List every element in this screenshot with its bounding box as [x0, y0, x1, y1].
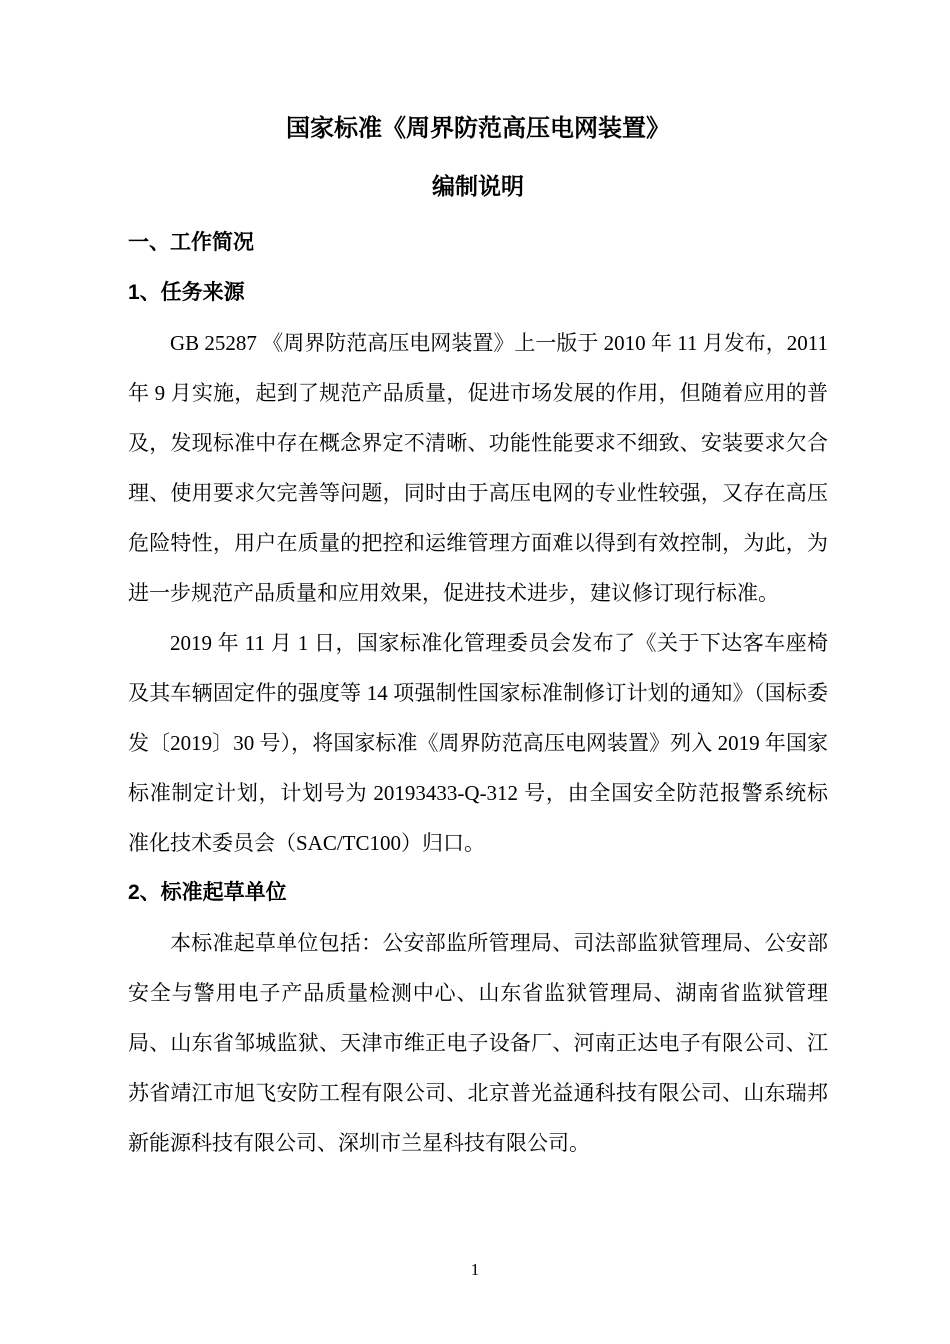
paragraph-task-source-2: 2019 年 11 月 1 日，国家标准化管理委员会发布了《关于下达客车座椅及其车辆固定件的强度等 14 项强制性国家标准制修订计划的通知》（国标委发〔2019〕30 号），将国家标准《周界防范高压电网装置》列入 2019 年国家标准制定计划，计划号为 20193433-Q-312 号，由全国安全防范报警系统标准化技术委员会（SAC/TC100）归口。 — [128, 631, 828, 855]
paragraph-drafting-units: 本标准起草单位包括：公安部监所管理局、司法部监狱管理局、公安部安全与警用电子产品质量检测中心、山东省监狱管理局、湖南省监狱管理局、山东省邹城监狱、天津市维正电子设备厂、河南正达电子有限公司、江苏省靖江市旭飞安防工程有限公司、北京普光益通科技有限公司、山东瑞邦新能源科技有限公司、深圳市兰星科技有限公司。 — [128, 931, 828, 1155]
paragraph-task-source-1: GB 25287 《周界防范高压电网装置》上一版于 2010 年 11 月发布，2011 年 9 月实施，起到了规范产品质量，促进市场发展的作用，但随着应用的普及，发现标准中存在概念界定不清晰、功能性能要求不细致、安装要求欠合理、使用要求欠完善等问题，同时由于高压电网的专业性较强，又存在高压危险特性，用户在质量的把控和运维管理方面难以得到有效控制，为此，为进一步规范产品质量和应用效果，促进技术进步，建议修订现行标准。 — [128, 331, 828, 605]
subsection-heading-task-source: 1、任务来源 — [128, 281, 245, 304]
page-number: 1 — [470, 1260, 480, 1279]
document-subtitle: 编制说明 — [432, 173, 524, 199]
subsection-heading-drafting-units: 2、标准起草单位 — [128, 881, 287, 904]
section-heading-work-overview: 一、工作简况 — [128, 231, 254, 254]
document-title: 国家标准《周界防范高压电网装置》 — [286, 115, 670, 142]
